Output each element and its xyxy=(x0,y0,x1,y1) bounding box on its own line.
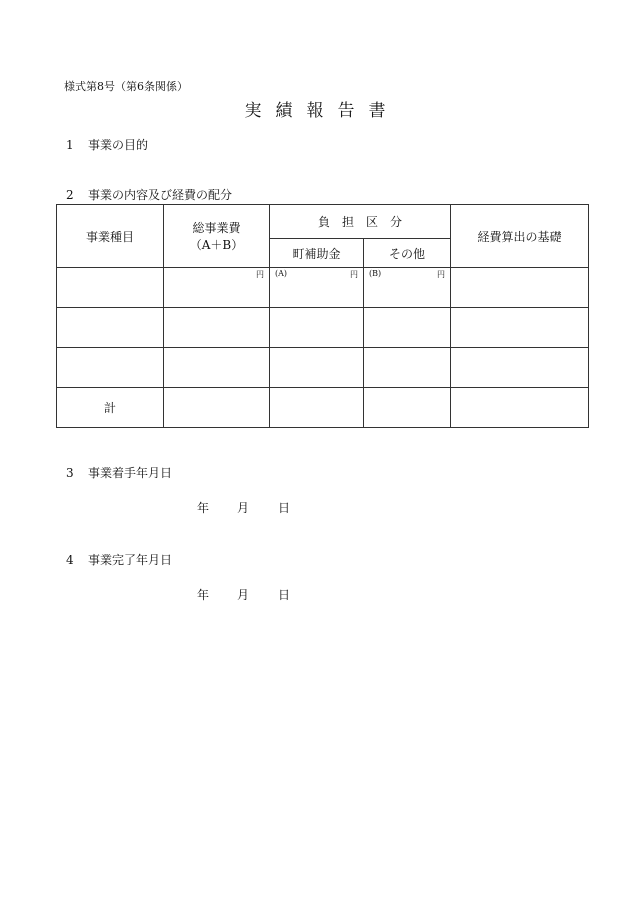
section-label: 事業完了年月日 xyxy=(88,553,173,567)
table-row xyxy=(57,268,589,308)
cell-town[interactable] xyxy=(270,268,364,308)
cell-town[interactable] xyxy=(270,348,364,388)
cell-item[interactable] xyxy=(57,348,164,388)
table-row xyxy=(57,348,589,388)
cell-item[interactable] xyxy=(57,268,164,308)
form-number: 様式第8号（第6条関係） xyxy=(64,80,188,93)
header-total-cost-label: 総事業費 xyxy=(192,221,241,235)
page-title: 実績報告書 xyxy=(244,101,400,121)
year-label: 年 xyxy=(197,588,210,602)
cell-other[interactable] xyxy=(364,388,451,428)
header-other: その他 xyxy=(364,239,451,268)
day-label: 日 xyxy=(278,588,291,602)
section-number: 1 xyxy=(66,138,74,152)
day-label: 日 xyxy=(278,501,291,515)
header-cost-basis: 経費算出の基礎 xyxy=(451,205,589,268)
expense-allocation-table xyxy=(56,204,589,428)
month-label: 月 xyxy=(237,501,250,515)
cell-other[interactable] xyxy=(364,268,451,308)
cell-town[interactable] xyxy=(270,308,364,348)
table-total-row xyxy=(57,388,589,428)
section-label: 事業着手年月日 xyxy=(88,466,173,480)
header-burden-division xyxy=(270,205,451,239)
mark-a: (A) xyxy=(275,269,288,278)
cell-other[interactable] xyxy=(364,308,451,348)
section-number: 2 xyxy=(66,188,74,202)
cell-total[interactable] xyxy=(164,268,270,308)
header-town-subsidy: 町補助金 xyxy=(270,239,364,268)
month-label: 月 xyxy=(237,588,250,602)
cell-town[interactable] xyxy=(270,388,364,428)
section-4-heading xyxy=(66,551,172,568)
cell-basis[interactable] xyxy=(451,348,589,388)
unit-yen: 円 xyxy=(437,270,446,279)
section-1-heading xyxy=(66,136,148,153)
year-label: 年 xyxy=(197,501,210,515)
section-3-heading xyxy=(66,464,172,481)
section-label: 事業の目的 xyxy=(88,138,149,152)
header-total-cost-formula: （A＋B） xyxy=(189,238,244,252)
section-label: 事業の内容及び経費の配分 xyxy=(88,188,233,202)
cell-total[interactable] xyxy=(164,388,270,428)
cell-basis[interactable] xyxy=(451,268,589,308)
cell-total[interactable] xyxy=(164,348,270,388)
cell-item[interactable] xyxy=(57,308,164,348)
cell-basis[interactable] xyxy=(451,388,589,428)
header-project-item: 事業種目 xyxy=(57,205,164,268)
table-row xyxy=(57,308,589,348)
cell-total[interactable] xyxy=(164,308,270,348)
header-total-cost xyxy=(164,205,270,268)
cell-other[interactable] xyxy=(364,348,451,388)
mark-b: (B) xyxy=(369,269,382,278)
section-2-heading xyxy=(66,186,232,203)
unit-yen: 円 xyxy=(256,270,264,279)
section-number: 4 xyxy=(66,553,74,567)
total-label: 計 xyxy=(57,388,164,428)
cell-basis[interactable] xyxy=(451,308,589,348)
unit-yen: 円 xyxy=(350,270,358,279)
section-number: 3 xyxy=(66,466,74,480)
header-burden-label: 負担区分 xyxy=(318,215,415,229)
